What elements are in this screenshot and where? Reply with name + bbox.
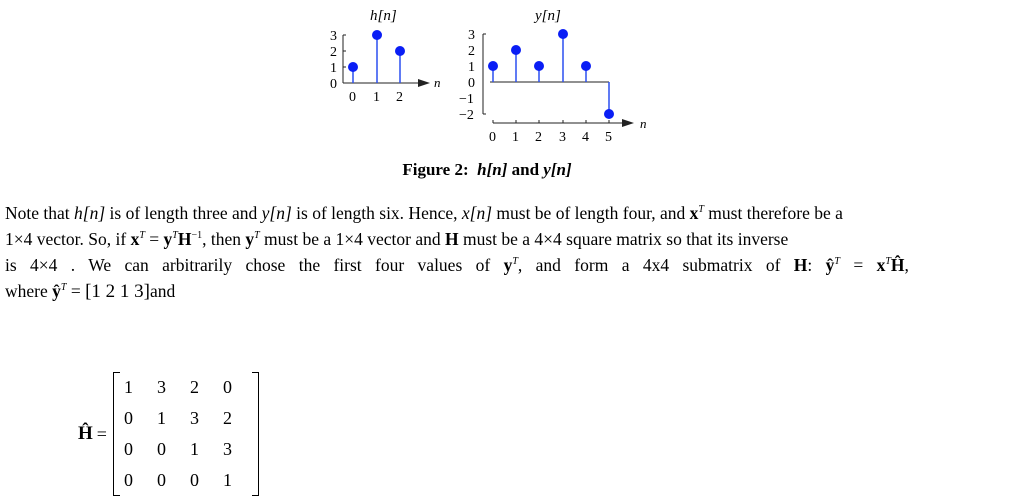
h-stems bbox=[348, 30, 405, 83]
colon: : bbox=[807, 255, 813, 275]
text: , and form a 4x4 submatrix of bbox=[517, 255, 781, 275]
matrix-cell: 3 bbox=[189, 408, 199, 428]
paragraph-line-3 bbox=[5, 252, 973, 278]
text: must therefore be a bbox=[708, 203, 843, 223]
superscript-T: T bbox=[139, 230, 145, 241]
y-stems bbox=[488, 29, 614, 119]
h-ytick-3: 3 bbox=[330, 29, 337, 44]
caption-and: and bbox=[511, 160, 540, 179]
h-ytick-2: 2 bbox=[330, 45, 337, 60]
paragraph-line-1 bbox=[5, 200, 973, 226]
text: , then bbox=[202, 229, 241, 249]
matrix-cell: 2 bbox=[222, 408, 232, 428]
y-n-stem-plot bbox=[450, 0, 660, 145]
row-vector: [1 2 1 3] bbox=[85, 281, 150, 302]
math-h-n: h[n] bbox=[74, 203, 106, 223]
h-plot-title: h[n] bbox=[370, 8, 397, 24]
matrix-equation bbox=[78, 372, 259, 496]
math-H-bold: H bbox=[177, 229, 192, 249]
matrix-cell: 1 bbox=[123, 377, 133, 397]
y-plot-title: y[n] bbox=[535, 8, 561, 24]
matrix-cell: 0 bbox=[222, 377, 232, 397]
caption-h: h[n] bbox=[477, 160, 508, 179]
text: must be a 4×4 square matrix so that its inverse bbox=[462, 229, 789, 249]
superscript-T: T bbox=[834, 256, 840, 267]
y-xtick-4: 4 bbox=[582, 130, 589, 145]
figure-caption bbox=[0, 160, 974, 180]
equals: = bbox=[70, 281, 81, 301]
superscript-T: T bbox=[512, 256, 518, 267]
h-x-arrow-icon bbox=[418, 79, 430, 87]
matrix-label: Ĥ bbox=[78, 423, 93, 444]
math-x-bold: x bbox=[689, 203, 699, 223]
equals: = bbox=[149, 229, 160, 249]
text: where bbox=[5, 281, 48, 301]
y-xtick-5: 5 bbox=[605, 130, 612, 145]
superscript-T: T bbox=[698, 204, 704, 215]
math-y-n: y[n] bbox=[261, 203, 292, 223]
h-xtick-2: 2 bbox=[396, 90, 403, 105]
matrix-cell: 0 bbox=[123, 470, 133, 490]
y-xtick-2: 2 bbox=[535, 130, 542, 145]
y-xtick-1: 1 bbox=[512, 130, 519, 145]
y-ytick-neg1: −1 bbox=[459, 92, 474, 107]
y-ytick-neg2: −2 bbox=[459, 108, 474, 123]
y-xtick-3: 3 bbox=[559, 130, 566, 145]
superscript-T: T bbox=[60, 282, 67, 293]
text: must be a 1×4 vector and bbox=[264, 229, 441, 249]
matrix-cell: 1 bbox=[156, 408, 166, 428]
matrix-cell: 0 bbox=[189, 470, 199, 490]
matrix-H-hat bbox=[113, 372, 259, 496]
math-x-n: x[n] bbox=[461, 203, 493, 223]
math-y-hat-bold: ŷ bbox=[52, 281, 61, 301]
y-ytick-3: 3 bbox=[468, 28, 475, 43]
matrix-equals: = bbox=[96, 423, 107, 444]
body-paragraph bbox=[5, 200, 973, 304]
equals: = bbox=[853, 255, 864, 275]
superscript-T: T bbox=[172, 230, 178, 241]
text: is 4×4 . We can arbitrarily chose the first four values of bbox=[5, 255, 491, 275]
h-x-axis-label: n bbox=[434, 75, 441, 90]
math-y-bold: y bbox=[163, 229, 173, 249]
h-xtick-1: 1 bbox=[373, 90, 380, 105]
y-ytick-1: 1 bbox=[468, 60, 475, 75]
text: is of length six. Hence, bbox=[296, 203, 458, 223]
y-x-axis-label: n bbox=[640, 116, 647, 131]
superscript-inverse: −1 bbox=[191, 230, 203, 241]
matrix-cell: 0 bbox=[156, 439, 166, 459]
math-x-bold: x bbox=[876, 255, 886, 275]
paragraph-line-2 bbox=[5, 226, 973, 252]
math-x-bold: x bbox=[130, 229, 140, 249]
y-ytick-2: 2 bbox=[468, 44, 475, 59]
h-n-stem-plot bbox=[300, 0, 450, 110]
h-xtick-0: 0 bbox=[349, 90, 356, 105]
matrix-cell: 2 bbox=[189, 377, 199, 397]
caption-prefix: Figure 2: bbox=[402, 160, 469, 179]
math-H-bold: H bbox=[793, 255, 808, 275]
text: and bbox=[149, 281, 176, 301]
text: 1×4 vector. So, if bbox=[5, 229, 127, 249]
h-ytick-1: 1 bbox=[330, 61, 337, 76]
y-ytick-0: 0 bbox=[468, 76, 475, 91]
y-xtick-0: 0 bbox=[489, 130, 496, 145]
matrix-cell: 1 bbox=[189, 439, 199, 459]
caption-y: y[n] bbox=[543, 160, 572, 179]
matrix-cell: 3 bbox=[156, 377, 166, 397]
text: must be of length four, and bbox=[496, 203, 686, 223]
superscript-T: T bbox=[254, 230, 260, 241]
matrix-cell: 0 bbox=[156, 470, 166, 490]
matrix-cell: 0 bbox=[123, 439, 133, 459]
math-H-hat-bold: Ĥ bbox=[890, 255, 905, 275]
text: Note that bbox=[5, 203, 70, 223]
h-ytick-0: 0 bbox=[330, 77, 337, 92]
text: is of length three and bbox=[109, 203, 258, 223]
math-y-bold: y bbox=[245, 229, 255, 249]
y-x-arrow-icon bbox=[622, 119, 634, 127]
superscript-T: T bbox=[885, 256, 891, 267]
matrix-cell: 3 bbox=[222, 439, 232, 459]
matrix-cell: 0 bbox=[123, 408, 133, 428]
paragraph-line-4 bbox=[5, 278, 973, 304]
comma: , bbox=[904, 255, 909, 275]
math-H-bold: H bbox=[444, 229, 459, 249]
matrix-cell: 1 bbox=[222, 470, 232, 490]
math-y-bold: y bbox=[503, 255, 513, 275]
math-y-hat-bold: ŷ bbox=[825, 255, 835, 275]
